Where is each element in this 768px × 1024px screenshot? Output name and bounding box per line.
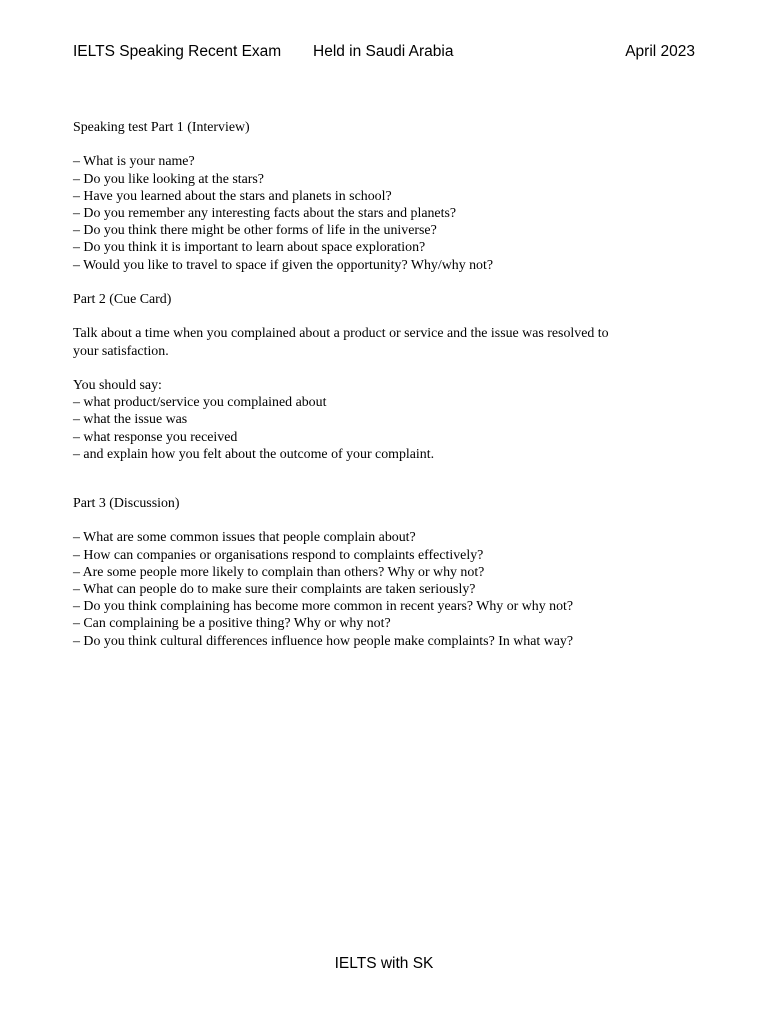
part2-prompt-line1: Talk about a time when you complained about a product or service and the issue was resolved to bbox=[73, 326, 609, 342]
list-item: – Would you like to travel to space if given the opportunity? Why/why not? bbox=[73, 257, 494, 273]
part3-title: Part 3 (Discussion) bbox=[73, 496, 180, 511]
part2-point-list bbox=[73, 394, 695, 463]
list-item: – Do you think there might be other forms of life in the universe? bbox=[73, 223, 437, 239]
list-item: – Can complaining be a positive thing? Why or why not? bbox=[73, 616, 391, 632]
list-item: – How can companies or organisations respond to complaints effectively? bbox=[73, 547, 484, 563]
header-location: Held in Saudi Arabia bbox=[313, 43, 454, 60]
list-item: – Do you think it is important to learn about space exploration? bbox=[73, 240, 426, 256]
page-footer: IELTS with SK bbox=[334, 955, 434, 972]
part1-title: Speaking test Part 1 (Interview) bbox=[73, 120, 250, 135]
list-item: – What are some common issues that people complain about? bbox=[73, 530, 416, 546]
list-item: – and explain how you felt about the outcome of your complaint. bbox=[73, 446, 435, 462]
header-exam-title: IELTS Speaking Recent Exam bbox=[73, 43, 282, 60]
part1-question-list bbox=[73, 153, 695, 273]
list-item: – Are some people more likely to complain than others? Why or why not? bbox=[73, 564, 485, 580]
list-item: – What is your name? bbox=[73, 154, 195, 170]
list-item: – Do you like looking at the stars? bbox=[73, 171, 264, 187]
list-item: – Have you learned about the stars and planets in school? bbox=[73, 188, 392, 204]
list-item: – Do you remember any interesting facts about the stars and planets? bbox=[73, 206, 457, 221]
list-item: – what the issue was bbox=[73, 412, 188, 428]
list-item: – Do you think complaining has become more common in recent years? Why or why not? bbox=[73, 599, 574, 615]
part2-title: Part 2 (Cue Card) bbox=[73, 292, 172, 307]
list-item: – what product/service you complained about bbox=[73, 395, 327, 411]
part2-should-say: You should say: bbox=[73, 377, 162, 393]
page-header bbox=[73, 41, 695, 63]
header-date: April 2023 bbox=[625, 43, 695, 60]
part3-question-list bbox=[73, 529, 695, 649]
list-item: – What can people do to make sure their complaints are taken seriously? bbox=[73, 582, 476, 597]
document-body bbox=[73, 119, 695, 650]
part2-prompt-line2: your satisfaction. bbox=[73, 343, 169, 359]
list-item: – Do you think cultural differences influence how people make complaints? In what way? bbox=[73, 633, 574, 649]
list-item: – what response you received bbox=[73, 429, 238, 445]
